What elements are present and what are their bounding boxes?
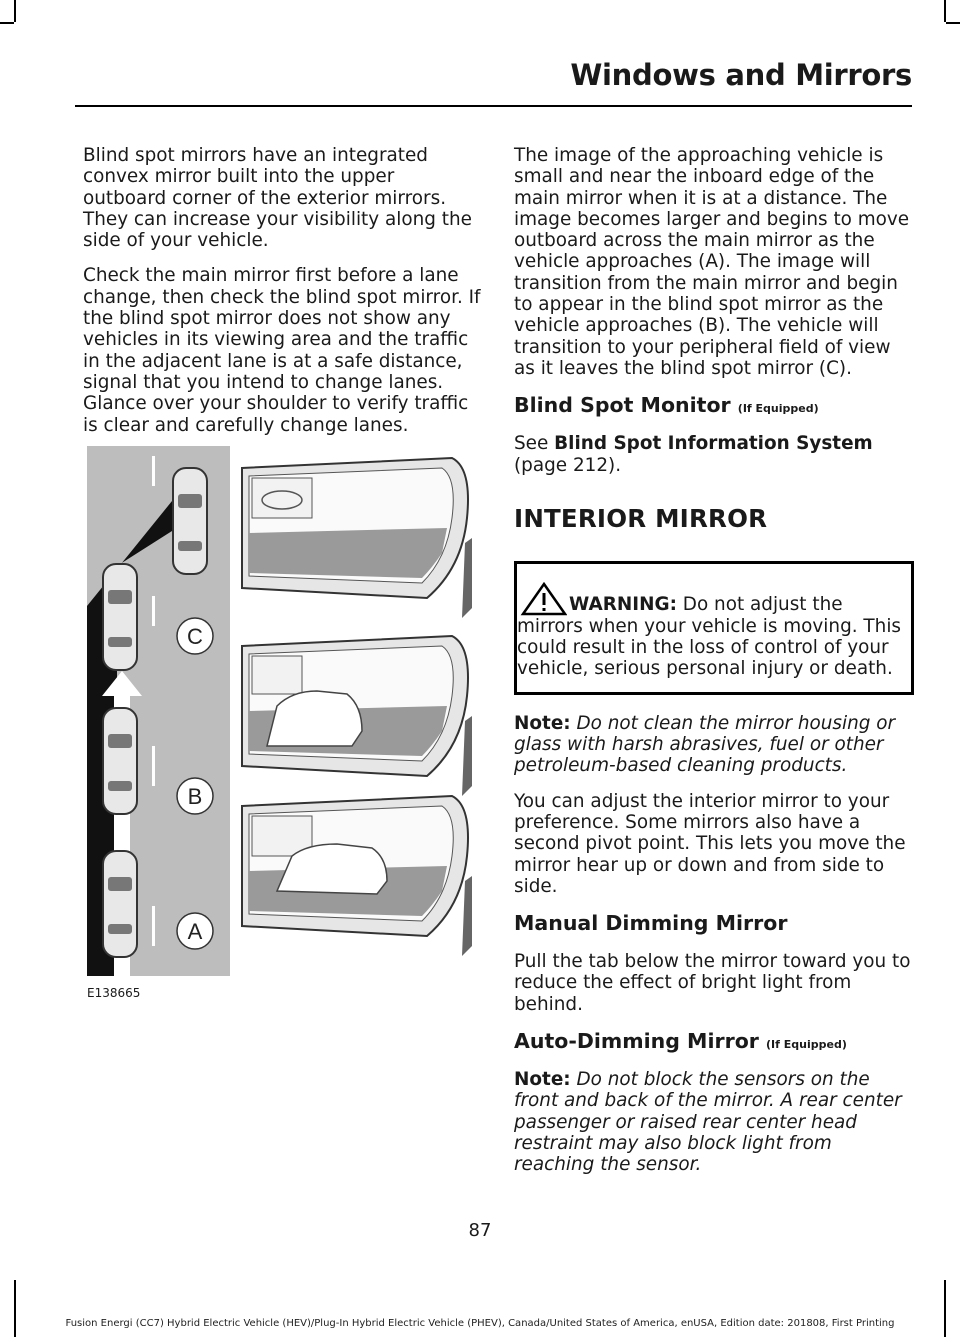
crop-mark <box>944 0 946 22</box>
warning-text: Do not adjust the mirrors when your vehicle is moving. This could result in the loss of control of your vehicle, serious personal injury or death. <box>517 593 902 680</box>
figure-label-a: A <box>187 919 203 944</box>
page-number: 87 <box>468 1220 492 1241</box>
xref-link[interactable]: Blind Spot Information System <box>554 433 873 455</box>
optional-tag: (If Equipped) <box>737 402 819 416</box>
paragraph: Check the main mirror first before a lane change, then check the blind spot mirror. If the blind spot mirror does not show any vehicles in its viewing area and the traffic in the adjacent lane is at a safe distance, signal that you intend to change lanes. Glance over your shoulder to verify traffic is clear and carefully change lanes. <box>83 265 481 436</box>
manual-dimming-heading: Manual Dimming Mirror <box>514 911 788 936</box>
warning-box <box>514 561 914 695</box>
note: Note: Do not block the sensors on the front and back of the mirror. A rear center passenger or raised rear center head restraint may also block light from reaching the sensor. <box>514 1069 902 1176</box>
warning-triangle-icon <box>517 582 567 616</box>
paragraph: The image of the approaching vehicle is small and near the inboard edge of the main mirror when it is at a distance. The image becomes larger and begins to move outboard across the main mirror as the vehicle approaches (A). The image will transition from the main mirror and begin to appear in the blind spot mirror as the vehicle approaches (B). The vehicle will transition to your peripheral field of view as it leaves the blind spot mirror (C). <box>514 145 910 379</box>
crop-mark <box>946 22 960 24</box>
paragraph: Blind spot mirrors have an integrated convex mirror built into the upper outboard corner of the exterior mirrors. They can increase your visibility along the side of your vehicle. <box>83 145 472 252</box>
crop-mark <box>14 0 16 22</box>
warning-label: WARNING: <box>569 593 677 615</box>
left-column <box>83 145 483 450</box>
footer: Fusion Energi (CC7) Hybrid Electric Vehicle (HEV)/Plug-In Hybrid Electric Vehicle (PHEV), Canada/United States of America, enUSA, Edition date: 201808, First Printing <box>65 1318 895 1329</box>
crop-mark <box>0 22 14 24</box>
cross-reference: See Blind Spot Information System (page 212). <box>514 433 873 476</box>
right-column <box>514 145 914 1190</box>
auto-dimming-heading: Auto-Dimming Mirror (If Equipped) <box>514 1029 847 1054</box>
page-title: Windows and Mirrors <box>570 58 912 92</box>
blind-spot-mirror-figure <box>87 446 472 976</box>
header-rule <box>75 105 912 107</box>
paragraph: You can adjust the interior mirror to your preference. Some mirrors also have a second pivot point. This lets you move the mirror hear up or down and from side to side. <box>514 790 906 897</box>
figure-id: E138665 <box>87 986 141 1000</box>
figure-label-c: C <box>187 624 203 649</box>
note: Note: Do not clean the mirror housing or glass with harsh abrasives, fuel or other petroleum-based cleaning products. <box>514 712 896 777</box>
optional-tag: (If Equipped) <box>766 1038 847 1052</box>
figure-label-b: B <box>187 784 203 809</box>
section-heading: INTERIOR MIRROR <box>514 503 768 533</box>
blind-spot-monitor-heading: Blind Spot Monitor (If Equipped) <box>514 393 819 418</box>
paragraph: Pull the tab below the mirror toward you to reduce the effect of bright light from behind. <box>514 951 911 1015</box>
